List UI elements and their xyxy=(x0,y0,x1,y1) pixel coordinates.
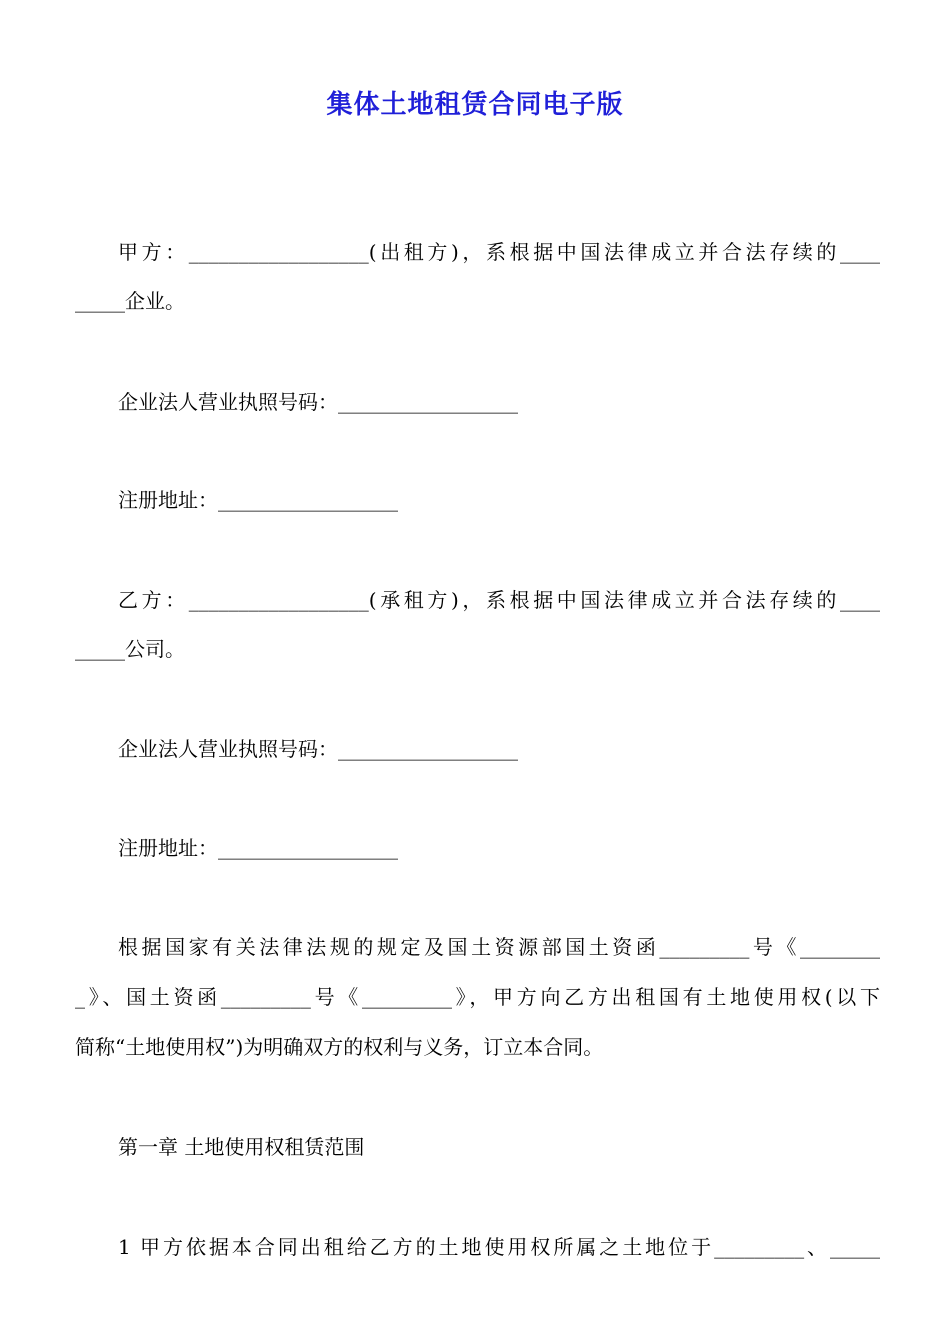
party-b-line-cont: _____公司。 xyxy=(75,637,185,661)
document-title: 集体土地租赁合同电子版 xyxy=(326,90,624,120)
party-a-line: 甲方：__________________(出租方)，系根据中国法律成立并合法存续的____ xyxy=(118,240,880,264)
party-a-line-cont: _____企业。 xyxy=(75,289,185,313)
preamble-line-3: 简称“土地使用权”)为明确双方的权利与义务，订立本合同。 xyxy=(75,1035,604,1059)
party-b-license-line: 企业法人营业执照号码：__________________ xyxy=(118,737,518,761)
party-b-line: 乙方：__________________(承租方)，系根据中国法律成立并合法存续的____ xyxy=(118,588,880,612)
party-a-address-line: 注册地址：__________________ xyxy=(118,488,398,512)
clause-1-line: 1 甲方依据本合同出租给乙方的土地使用权所属之土地位于_________、_____ xyxy=(118,1235,880,1259)
party-a-license-line: 企业法人营业执照号码：__________________ xyxy=(118,390,518,414)
chapter-one-heading: 第一章 土地使用权租赁范围 xyxy=(118,1135,365,1159)
preamble-line-1: 根据国家有关法律法规的规定及国土资源部国土资函_________号《________ xyxy=(118,935,880,959)
preamble-line-2: _》、国土资函_________号《_________》，甲方向乙方出租国有土地使用权(以下 xyxy=(75,985,880,1009)
party-b-address-line: 注册地址：__________________ xyxy=(118,836,398,860)
